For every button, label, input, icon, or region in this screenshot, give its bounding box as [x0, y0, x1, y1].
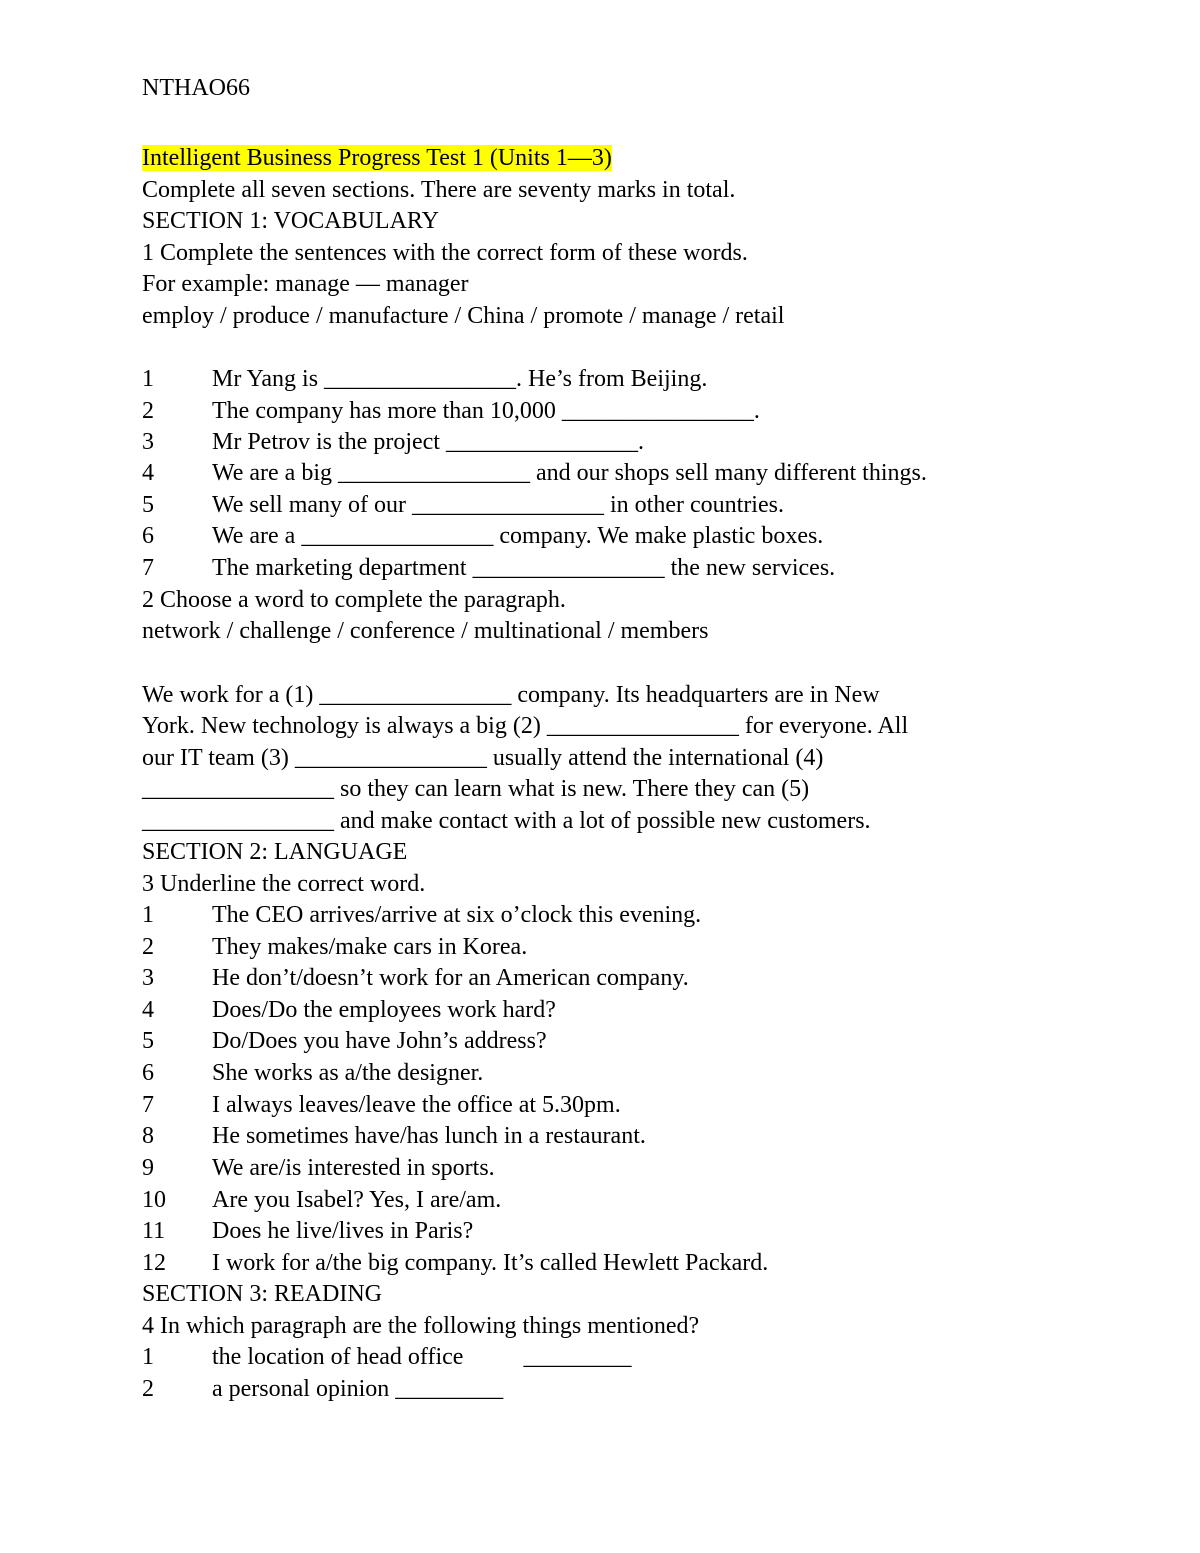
section1-heading: SECTION 1: VOCABULARY — [142, 208, 439, 234]
item-text: The CEO arrives/arrive at six o’clock this evening. — [212, 902, 702, 928]
item-number: 9 — [142, 1155, 154, 1181]
item-number: 12 — [142, 1250, 166, 1276]
task3-prompt: 3 Underline the correct word. — [142, 871, 426, 897]
item-text: He don’t/doesn’t work for an American company. — [212, 965, 689, 991]
item-text: He sometimes have/has lunch in a restaurant. — [212, 1123, 646, 1149]
paragraph-line: We work for a (1) ________________ company. Its headquarters are in New — [142, 682, 880, 708]
item-text: I always leaves/leave the office at 5.30pm. — [212, 1092, 621, 1118]
item-text: The marketing department ________________ the new services. — [212, 555, 836, 581]
item-number: 4 — [142, 997, 154, 1023]
item-number: 1 — [142, 366, 154, 392]
item-number: 1 — [142, 902, 154, 928]
item-text: Do/Does you have John’s address? — [212, 1028, 547, 1054]
task2-prompt: 2 Choose a word to complete the paragraph. — [142, 587, 566, 613]
item-text: We sell many of our ________________ in other countries. — [212, 492, 784, 518]
item-text: Mr Yang is ________________. He’s from Beijing. — [212, 366, 708, 392]
item-number: 7 — [142, 555, 154, 581]
paragraph-line: our IT team (3) ________________ usually attend the international (4) — [142, 745, 824, 771]
item-text: Mr Petrov is the project ________________. — [212, 429, 644, 455]
item-number: 1 — [142, 1344, 154, 1370]
task4-prompt: 4 In which paragraph are the following things mentioned? — [142, 1313, 700, 1339]
item-number: 2 — [142, 398, 154, 424]
title-highlight: Intelligent Business Progress Test 1 (Units 1—3) — [142, 145, 612, 171]
item-text: We are a ________________ company. We make plastic boxes. — [212, 523, 824, 549]
paragraph-line: ________________ and make contact with a lot of possible new customers. — [142, 808, 871, 834]
item-number: 2 — [142, 1376, 154, 1402]
item-text: The company has more than 10,000 ________________. — [212, 398, 760, 424]
item-text: We are/is interested in sports. — [212, 1155, 495, 1181]
item-text: Does/Do the employees work hard? — [212, 997, 556, 1023]
section2-heading: SECTION 2: LANGUAGE — [142, 839, 408, 865]
item-number: 8 — [142, 1123, 154, 1149]
section3-heading: SECTION 3: READING — [142, 1281, 382, 1307]
task1-prompt: 1 Complete the sentences with the correct form of these words. — [142, 240, 748, 266]
item-number: 3 — [142, 965, 154, 991]
test-instructions: Complete all seven sections. There are seventy marks in total. — [142, 177, 736, 203]
item-number: 6 — [142, 1060, 154, 1086]
item-number: 11 — [142, 1218, 166, 1244]
item-text: She works as a/the designer. — [212, 1060, 484, 1086]
item-number: 5 — [142, 1028, 154, 1054]
task1-word-bank: employ / produce / manufacture / China / promote / manage / retail — [142, 303, 785, 329]
task2-word-bank: network / challenge / conference / multinational / members — [142, 618, 709, 644]
item-text: Does he live/lives in Paris? — [212, 1218, 474, 1244]
item-text: Are you Isabel? Yes, I are/am. — [212, 1187, 502, 1213]
item-text: a personal opinion _________ — [212, 1376, 504, 1402]
item-number: 2 — [142, 934, 154, 960]
item-text: We are a big ________________ and our shops sell many different things. — [212, 460, 927, 486]
paragraph-line: ________________ so they can learn what is new. There they can (5) — [142, 776, 810, 802]
header-code: NTHAO66 — [142, 75, 250, 101]
item-number: 4 — [142, 460, 154, 486]
item-text: the location of head office _________ — [212, 1344, 632, 1370]
item-text: They makes/make cars in Korea. — [212, 934, 528, 960]
item-number: 3 — [142, 429, 154, 455]
item-number: 5 — [142, 492, 154, 518]
item-number: 10 — [142, 1187, 166, 1213]
item-text: I work for a/the big company. It’s called Hewlett Packard. — [212, 1250, 769, 1276]
paragraph-line: York. New technology is always a big (2) ________________ for everyone. All — [142, 713, 909, 739]
task1-example: For example: manage — manager — [142, 271, 469, 297]
item-number: 7 — [142, 1092, 154, 1118]
test-title — [142, 143, 612, 173]
item-number: 6 — [142, 523, 154, 549]
